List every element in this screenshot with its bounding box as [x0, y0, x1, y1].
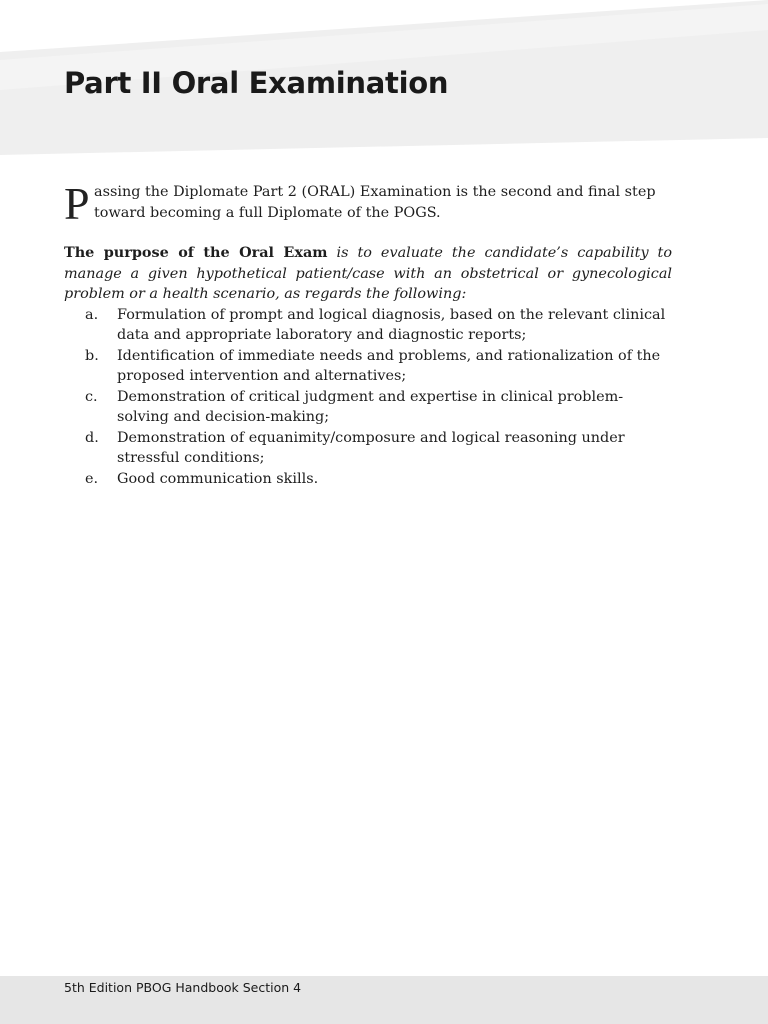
- content-body: [64, 178, 673, 489]
- list-item-text: Identification of immediate needs and problems, and rationalization of the proposed intervention and alternatives;: [117, 347, 661, 384]
- intro-text: assing the Diplomate Part 2 (ORAL) Examination is the second and final step toward becoming a full Diplomate of the POGS.: [94, 184, 656, 221]
- footer-text: 5th Edition PBOG Handbook Section 4: [64, 980, 302, 995]
- purpose-description: is to evaluate the candidate’s capability to manage a given hypothetical patient/case with an obstetrical or gynecological problem or a health scenario, as regards the following:: [64, 245, 673, 302]
- list-item-marker: a.: [85, 306, 99, 323]
- purpose-paragraph: [64, 243, 672, 305]
- list-item-text: Good communication skills.: [117, 470, 319, 487]
- list-item: [64, 428, 672, 469]
- list-item-text: Demonstration of equanimity/composure and logical reasoning under stressful conditions;: [117, 429, 625, 466]
- list-item-marker: b.: [85, 347, 99, 364]
- list-item: [64, 346, 672, 387]
- drop-cap-letter: P: [64, 178, 90, 229]
- list-item-text: Formulation of prompt and logical diagnosis, based on the relevant clinical data and appropriate laboratory and diagnostic reports;: [117, 306, 666, 343]
- intro-paragraph: [64, 178, 672, 229]
- list-item-marker: e.: [85, 470, 99, 487]
- list-item-text: Demonstration of critical judgment and expertise in clinical problem-solving and decision-making;: [117, 388, 624, 425]
- list-item: [64, 469, 672, 490]
- page-title: Part II Oral Examination: [64, 66, 449, 100]
- list-item-marker: c.: [85, 388, 98, 405]
- list-item: [64, 387, 672, 428]
- criteria-list: [64, 305, 672, 490]
- list-item: [64, 305, 672, 346]
- list-item-marker: d.: [85, 429, 99, 446]
- purpose-lead: The purpose of the Oral Exam: [64, 244, 328, 261]
